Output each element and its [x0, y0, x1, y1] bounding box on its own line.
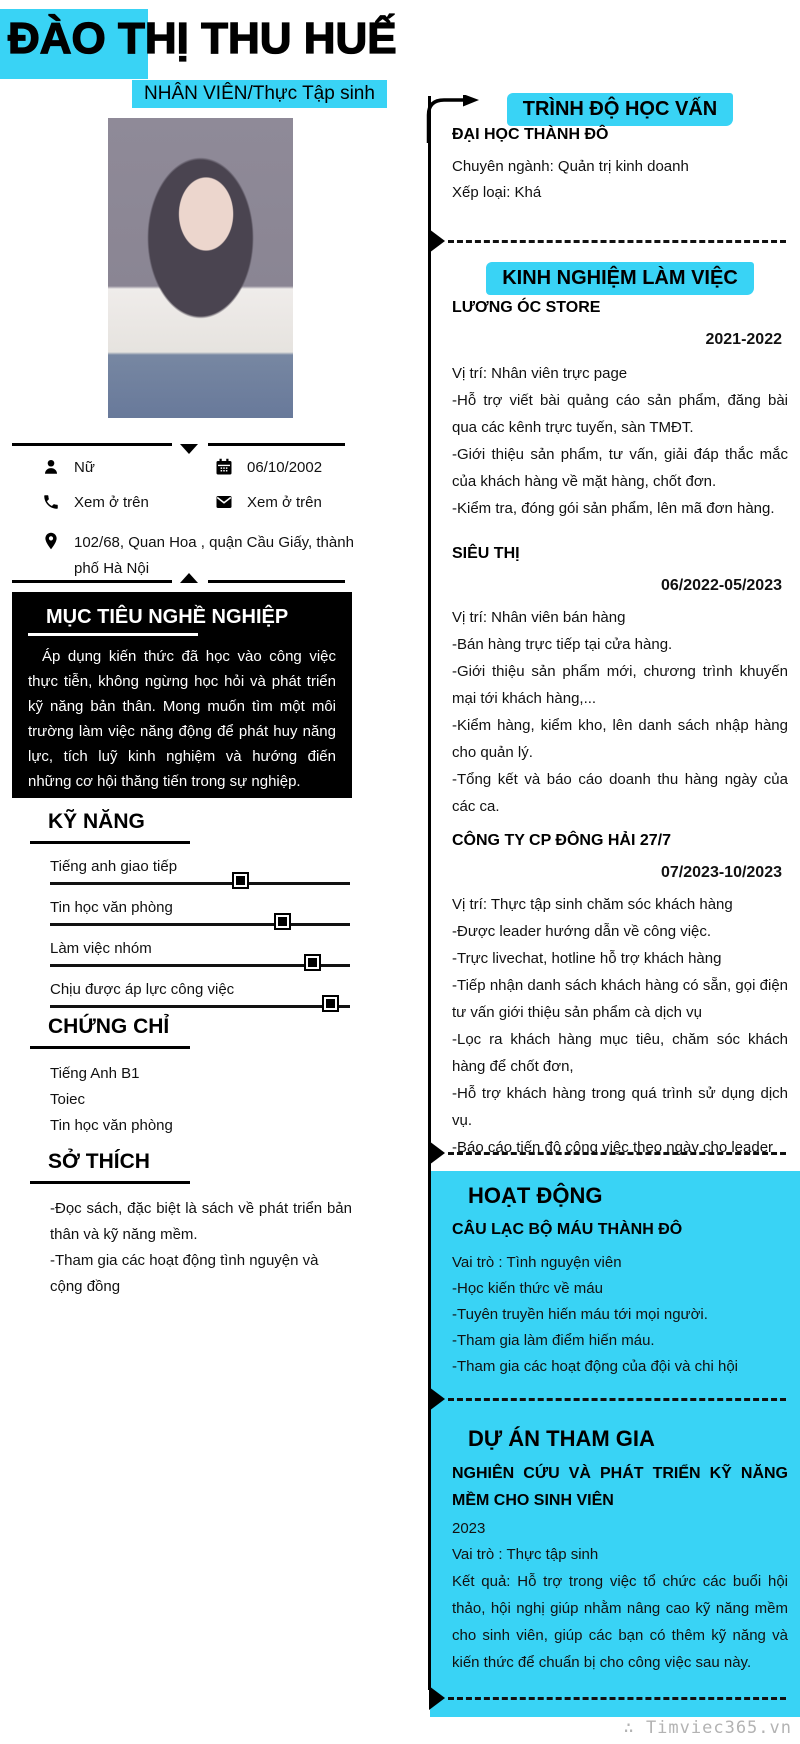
skill-slider	[50, 964, 350, 967]
section-marker-icon	[429, 229, 445, 253]
person-icon	[42, 458, 60, 476]
divider-top	[12, 443, 345, 446]
job-detail-line: -Được leader hướng dẫn về công việc.	[452, 923, 712, 940]
job-detail-line: -Tiếp nhận danh sách khách hàng có sẵn, gọi điện tư vấn giới thiệu sản phẩm cà dịch vụ	[452, 977, 788, 1021]
objective-underline	[28, 633, 198, 636]
job-detail-line: -Trực livechat, hotline hỗ trợ khách hàng	[452, 950, 722, 967]
dob-row	[215, 458, 322, 476]
school-name: ĐẠI HỌC THÀNH ĐÔ	[452, 126, 609, 143]
email-row	[215, 493, 322, 511]
job-detail-line: Vị trí: Thực tập sinh chăm sóc khách hàng	[452, 896, 733, 913]
skills-underline	[30, 841, 190, 844]
certificate-item: Tin học văn phòng	[50, 1117, 173, 1134]
hobbies-underline	[30, 1181, 190, 1184]
job-detail-line: -Kiểm tra, đóng gói sản phẩm, lên mã đơn hàng.	[452, 500, 775, 517]
dashed-separator	[448, 240, 786, 243]
job-detail-line: Vị trí: Nhân viên trực page	[452, 365, 628, 382]
experience-header	[452, 262, 788, 295]
skill-slider	[50, 882, 350, 885]
education-header	[452, 93, 788, 126]
activity-line: -Tham gia các hoạt động của đội và chi hội	[452, 1358, 739, 1375]
skill-label: Làm việc nhóm	[50, 940, 152, 957]
phone-icon	[42, 493, 60, 511]
job-detail-line: -Báo cáo tiến độ công việc theo ngày cho leader	[452, 1139, 774, 1156]
certificate-item: Toiec	[50, 1091, 86, 1108]
section-marker-icon	[429, 1387, 445, 1411]
skill-slider	[50, 1005, 350, 1008]
job-detail-line: -Giới thiệu sản phẩm mới, chương trình khuyến mại tới khách hàng,...	[452, 663, 788, 707]
envelope-icon	[215, 493, 233, 511]
calendar-icon	[215, 458, 233, 476]
job-detail-line: Vị trí: Nhân viên bán hàng	[452, 609, 626, 626]
skill-label: Chịu được áp lực công việc	[50, 981, 235, 998]
job-period: 06/2022-05/2023	[661, 577, 782, 594]
activities-details	[452, 1250, 788, 1380]
candidate-name: ĐÀO THỊ THU HUẾ	[8, 14, 397, 63]
company-name: CÔNG TY CP ĐÔNG HẢI 27/7	[452, 832, 672, 849]
objective-text: Áp dụng kiến thức đã học vào công việc thực tiễn, không ngừng học hỏi và phát triển kỹ năng bản thân. Mong muốn tìm một môi trường làm việc năng động để phát huy năng lực, tích luỹ kinh nghiệm và hướng điến những cơ hội thăng tiến trong sự nghiệp.	[28, 648, 336, 790]
job-period: 2021-2022	[705, 331, 782, 348]
slider-handle	[276, 915, 289, 928]
job-detail-line: -Giới thiệu sản phẩm, tư vấn, giải đáp thắc mắc của khách hàng về mặt hàng, chốt đơn.	[452, 446, 788, 490]
skill-label: Tin học văn phòng	[50, 899, 173, 916]
job-detail-line: -Tổng kết và báo cáo doanh thu hàng ngày của các ca.	[452, 771, 788, 815]
job-detail-line: -Bán hàng trực tiếp tại cửa hàng.	[452, 636, 673, 653]
project-year: 2023	[452, 1520, 486, 1537]
hobby-item: -Tham gia các hoạt động tình nguyện và cộng đồng	[50, 1252, 319, 1295]
experience-title: KINH NGHIỆM LÀM VIỆC	[486, 262, 754, 295]
activity-line: Vai trò : Tình nguyện viên	[452, 1254, 622, 1271]
skills-title: KỸ NĂNG	[48, 810, 145, 833]
company-name: LƯƠNG ÓC STORE	[452, 299, 601, 316]
job-detail-line: -Hỗ trợ viết bài quảng cáo sản phẩm, đăng bài qua các kênh trực tuyến, sàn TMĐT.	[452, 392, 788, 436]
education-title: TRÌNH ĐỘ HỌC VẤN	[507, 93, 733, 126]
job-details	[452, 360, 788, 522]
phone-value: Xem ở trên	[74, 493, 149, 511]
job-title: NHÂN VIÊN/Thực Tập sinh	[132, 80, 387, 108]
gender-row	[42, 458, 95, 476]
job-details	[452, 891, 788, 1161]
slider-handle	[324, 997, 337, 1010]
skill-item	[50, 981, 350, 1008]
email-value: Xem ở trên	[247, 493, 322, 511]
certificates-underline	[30, 1046, 190, 1049]
phone-row	[42, 493, 149, 511]
section-marker-icon	[429, 1686, 445, 1710]
hobby-item: -Đọc sách, đặc biệt là sách về phát triển bản thân và kỹ năng mềm.	[50, 1200, 352, 1243]
slider-handle	[306, 956, 319, 969]
profile-photo	[108, 118, 293, 418]
address-value: 102/68, Quan Hoa , quận Cầu Giấy, thành phố Hà Nội	[74, 534, 354, 577]
dob-value: 06/10/2002	[247, 458, 323, 476]
company-name: SIÊU THỊ	[452, 545, 520, 562]
watermark: ∴ Timviec365.vn	[623, 1718, 792, 1738]
project-role: Vai trò : Thực tập sinh	[452, 1546, 599, 1563]
job-period: 07/2023-10/2023	[661, 864, 782, 881]
skills-section	[30, 810, 352, 1008]
triangle-up-icon	[180, 573, 198, 583]
job-detail-line: -Lọc ra khách hàng mục tiêu, chăm sóc khách hàng để chốt đơn,	[452, 1031, 788, 1075]
dashed-separator	[448, 1152, 786, 1155]
activities-org: CÂU LẠC BỘ MÁU THÀNH ĐÔ	[452, 1221, 683, 1238]
projects-title: DỰ ÁN THAM GIA	[468, 1426, 655, 1451]
activity-line: -Tuyên truyền hiến máu tới mọi người.	[452, 1306, 708, 1323]
skill-label: Tiếng anh giao tiếp	[50, 858, 178, 875]
slider-handle	[234, 874, 247, 887]
dashed-separator	[448, 1398, 786, 1401]
skill-slider	[50, 923, 350, 926]
hobbies-title: SỞ THÍCH	[48, 1150, 150, 1173]
section-marker-icon	[429, 1141, 445, 1165]
dashed-separator	[448, 1697, 786, 1700]
triangle-down-icon	[180, 444, 198, 454]
certificate-item: Tiếng Anh B1	[50, 1065, 140, 1082]
project-result: Kết quả: Hỗ trợ trong việc tổ chức các buổi hội thảo, hội nghị giúp nhằm nâng cao kỹ năng mềm cho sinh viên, giúp các bạn có thêm kỹ năng và kiến thức để chuẩn bị cho công việc sau này.	[452, 1573, 788, 1671]
timeline-line	[428, 96, 431, 1690]
job-detail-line: -Hỗ trợ khách hàng trong quá trình sử dụng dịch vụ.	[452, 1085, 788, 1129]
hobbies-section	[30, 1150, 352, 1300]
certificates-title: CHỨNG CHỈ	[48, 1015, 170, 1038]
project-name: NGHIÊN CỨU VÀ PHÁT TRIỂN KỸ NĂNG MỀM CHO SINH VIÊN	[452, 1465, 788, 1509]
skill-item	[50, 940, 350, 967]
skill-item	[50, 899, 350, 926]
activities-title: HOẠT ĐỘNG	[468, 1183, 603, 1208]
education-major: Chuyên ngành: Quản trị kinh doanh	[452, 158, 689, 175]
skill-item	[50, 858, 350, 885]
gender-value: Nữ	[74, 458, 95, 476]
activity-line: -Học kiến thức về máu	[452, 1280, 603, 1297]
activity-line: -Tham gia làm điểm hiến máu.	[452, 1332, 655, 1349]
certificates-section	[30, 1015, 352, 1139]
location-pin-icon	[42, 532, 60, 550]
education-grade: Xếp loại: Khá	[452, 184, 542, 201]
divider-bottom	[12, 580, 345, 583]
job-detail-line: -Kiểm hàng, kiểm kho, lên danh sách nhập hàng cho quản lý.	[452, 717, 788, 761]
objective-title: MỤC TIÊU NGHỀ NGHIỆP	[46, 606, 289, 628]
job-details	[452, 604, 788, 820]
objective-section	[12, 592, 352, 798]
